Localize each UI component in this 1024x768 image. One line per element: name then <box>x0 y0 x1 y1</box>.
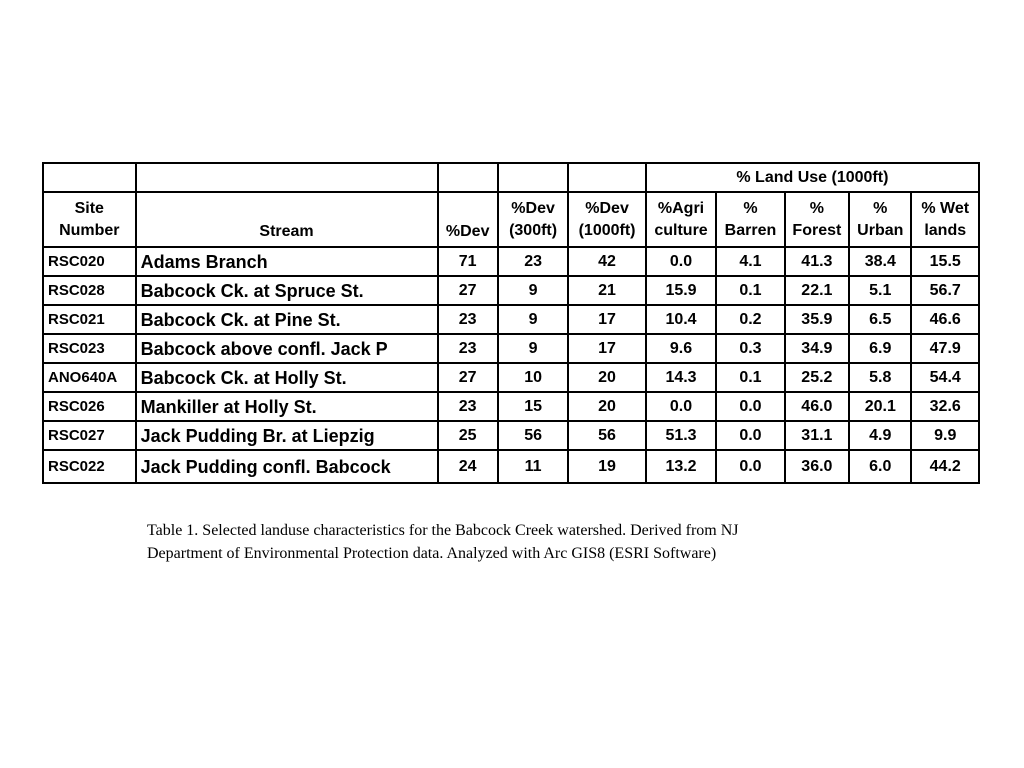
cell-dev300: 56 <box>498 421 568 450</box>
header-line: Stream <box>259 223 314 240</box>
cell-barren: 4.1 <box>716 247 784 276</box>
cell-forest: 34.9 <box>785 334 849 363</box>
cell-site: RSC020 <box>43 247 136 276</box>
column-header-wetlands <box>911 192 979 247</box>
header-line: %Dev <box>585 199 629 217</box>
cell-urban: 6.0 <box>849 450 911 483</box>
header-line: %Dev <box>511 199 555 217</box>
cell-dev: 25 <box>438 421 498 450</box>
cell-barren: 0.0 <box>716 392 784 421</box>
cell-dev300: 9 <box>498 276 568 305</box>
table-row <box>43 247 979 276</box>
cell-dev1000: 20 <box>568 363 645 392</box>
cell-stream: Adams Branch <box>136 247 438 276</box>
column-header-barren <box>716 192 784 247</box>
cell-site: RSC027 <box>43 421 136 450</box>
empty-cell <box>43 163 136 192</box>
cell-stream: Mankiller at Holly St. <box>136 392 438 421</box>
caption-line-1: Table 1. Selected landuse characteristics for the Babcock Creek watershed. Derived from NJ <box>147 522 739 539</box>
cell-agri: 51.3 <box>646 421 716 450</box>
cell-agri: 10.4 <box>646 305 716 334</box>
cell-barren: 0.1 <box>716 276 784 305</box>
cell-wetlands: 46.6 <box>911 305 979 334</box>
header-line: Barren <box>724 221 777 239</box>
header-line: (1000ft) <box>578 221 636 239</box>
column-header-dev1000 <box>568 192 645 247</box>
cell-urban: 5.8 <box>849 363 911 392</box>
cell-site: RSC022 <box>43 450 136 483</box>
cell-wetlands: 44.2 <box>911 450 979 483</box>
cell-stream: Babcock above confl. Jack P <box>136 334 438 363</box>
cell-dev300: 11 <box>498 450 568 483</box>
cell-site: RSC023 <box>43 334 136 363</box>
cell-dev: 24 <box>438 450 498 483</box>
cell-forest: 22.1 <box>785 276 849 305</box>
cell-agri: 0.0 <box>646 247 716 276</box>
cell-dev1000: 17 <box>568 305 645 334</box>
header-line: % <box>809 199 824 217</box>
column-header-urban <box>849 192 911 247</box>
column-header-row <box>43 192 979 247</box>
cell-site: ANO640A <box>43 363 136 392</box>
table-body <box>43 247 979 483</box>
header-line: Forest <box>792 221 842 239</box>
cell-urban: 5.1 <box>849 276 911 305</box>
table-row <box>43 421 979 450</box>
cell-barren: 0.1 <box>716 363 784 392</box>
header-line: lands <box>924 221 967 239</box>
cell-urban: 20.1 <box>849 392 911 421</box>
table-row <box>43 392 979 421</box>
cell-wetlands: 15.5 <box>911 247 979 276</box>
header-line: Urban <box>857 221 904 239</box>
column-header-forest <box>785 192 849 247</box>
empty-cell <box>136 163 438 192</box>
cell-urban: 4.9 <box>849 421 911 450</box>
cell-site: RSC026 <box>43 392 136 421</box>
cell-barren: 0.2 <box>716 305 784 334</box>
cell-forest: 35.9 <box>785 305 849 334</box>
header-line: %Dev <box>445 223 490 240</box>
cell-dev1000: 56 <box>568 421 645 450</box>
cell-dev: 23 <box>438 305 498 334</box>
cell-urban: 6.9 <box>849 334 911 363</box>
cell-stream: Babcock Ck. at Spruce St. <box>136 276 438 305</box>
cell-stream: Jack Pudding confl. Babcock <box>136 450 438 483</box>
cell-dev: 23 <box>438 392 498 421</box>
header-line: Site <box>74 199 104 217</box>
empty-cell <box>438 163 498 192</box>
cell-site: RSC028 <box>43 276 136 305</box>
cell-agri: 14.3 <box>646 363 716 392</box>
cell-dev: 23 <box>438 334 498 363</box>
cell-stream: Babcock Ck. at Pine St. <box>136 305 438 334</box>
cell-dev300: 15 <box>498 392 568 421</box>
cell-agri: 13.2 <box>646 450 716 483</box>
cell-stream: Jack Pudding Br. at Liepzig <box>136 421 438 450</box>
caption-line-2: Department of Environmental Protection data. Analyzed with Arc GIS8 (ESRI Software) <box>147 545 717 562</box>
cell-wetlands: 47.9 <box>911 334 979 363</box>
header-line: %Agri <box>657 199 705 217</box>
table-row <box>43 450 979 483</box>
table-caption <box>147 519 907 565</box>
column-header-dev300 <box>498 192 568 247</box>
column-header-dev <box>438 192 498 247</box>
cell-forest: 46.0 <box>785 392 849 421</box>
cell-wetlands: 32.6 <box>911 392 979 421</box>
cell-forest: 25.2 <box>785 363 849 392</box>
cell-urban: 38.4 <box>849 247 911 276</box>
cell-dev: 27 <box>438 276 498 305</box>
landuse-table <box>42 162 980 484</box>
cell-wetlands: 9.9 <box>911 421 979 450</box>
cell-dev: 27 <box>438 363 498 392</box>
land-use-group-header: % Land Use (1000ft) <box>646 163 979 192</box>
cell-dev300: 23 <box>498 247 568 276</box>
cell-dev1000: 21 <box>568 276 645 305</box>
cell-dev1000: 42 <box>568 247 645 276</box>
header-line: culture <box>654 221 708 239</box>
header-line: Number <box>59 221 120 239</box>
cell-forest: 31.1 <box>785 421 849 450</box>
empty-cell <box>498 163 568 192</box>
empty-cell <box>568 163 645 192</box>
cell-dev300: 9 <box>498 334 568 363</box>
header-line: (300ft) <box>509 221 558 239</box>
cell-stream: Babcock Ck. at Holly St. <box>136 363 438 392</box>
column-header-agriculture <box>646 192 716 247</box>
cell-forest: 36.0 <box>785 450 849 483</box>
table-row <box>43 334 979 363</box>
header-line: % Wet <box>921 199 970 217</box>
table-row <box>43 305 979 334</box>
cell-wetlands: 54.4 <box>911 363 979 392</box>
cell-dev300: 9 <box>498 305 568 334</box>
group-header-row <box>43 163 979 192</box>
header-line: % <box>743 199 758 217</box>
cell-wetlands: 56.7 <box>911 276 979 305</box>
column-header-site <box>43 192 136 247</box>
cell-dev: 71 <box>438 247 498 276</box>
cell-barren: 0.0 <box>716 421 784 450</box>
cell-dev300: 10 <box>498 363 568 392</box>
cell-dev1000: 20 <box>568 392 645 421</box>
cell-forest: 41.3 <box>785 247 849 276</box>
header-line: % <box>873 199 888 217</box>
cell-urban: 6.5 <box>849 305 911 334</box>
cell-barren: 0.0 <box>716 450 784 483</box>
cell-dev1000: 17 <box>568 334 645 363</box>
cell-dev1000: 19 <box>568 450 645 483</box>
cell-agri: 0.0 <box>646 392 716 421</box>
cell-agri: 15.9 <box>646 276 716 305</box>
table-row <box>43 276 979 305</box>
cell-agri: 9.6 <box>646 334 716 363</box>
column-header-stream <box>136 192 438 247</box>
cell-site: RSC021 <box>43 305 136 334</box>
table-row <box>43 363 979 392</box>
cell-barren: 0.3 <box>716 334 784 363</box>
